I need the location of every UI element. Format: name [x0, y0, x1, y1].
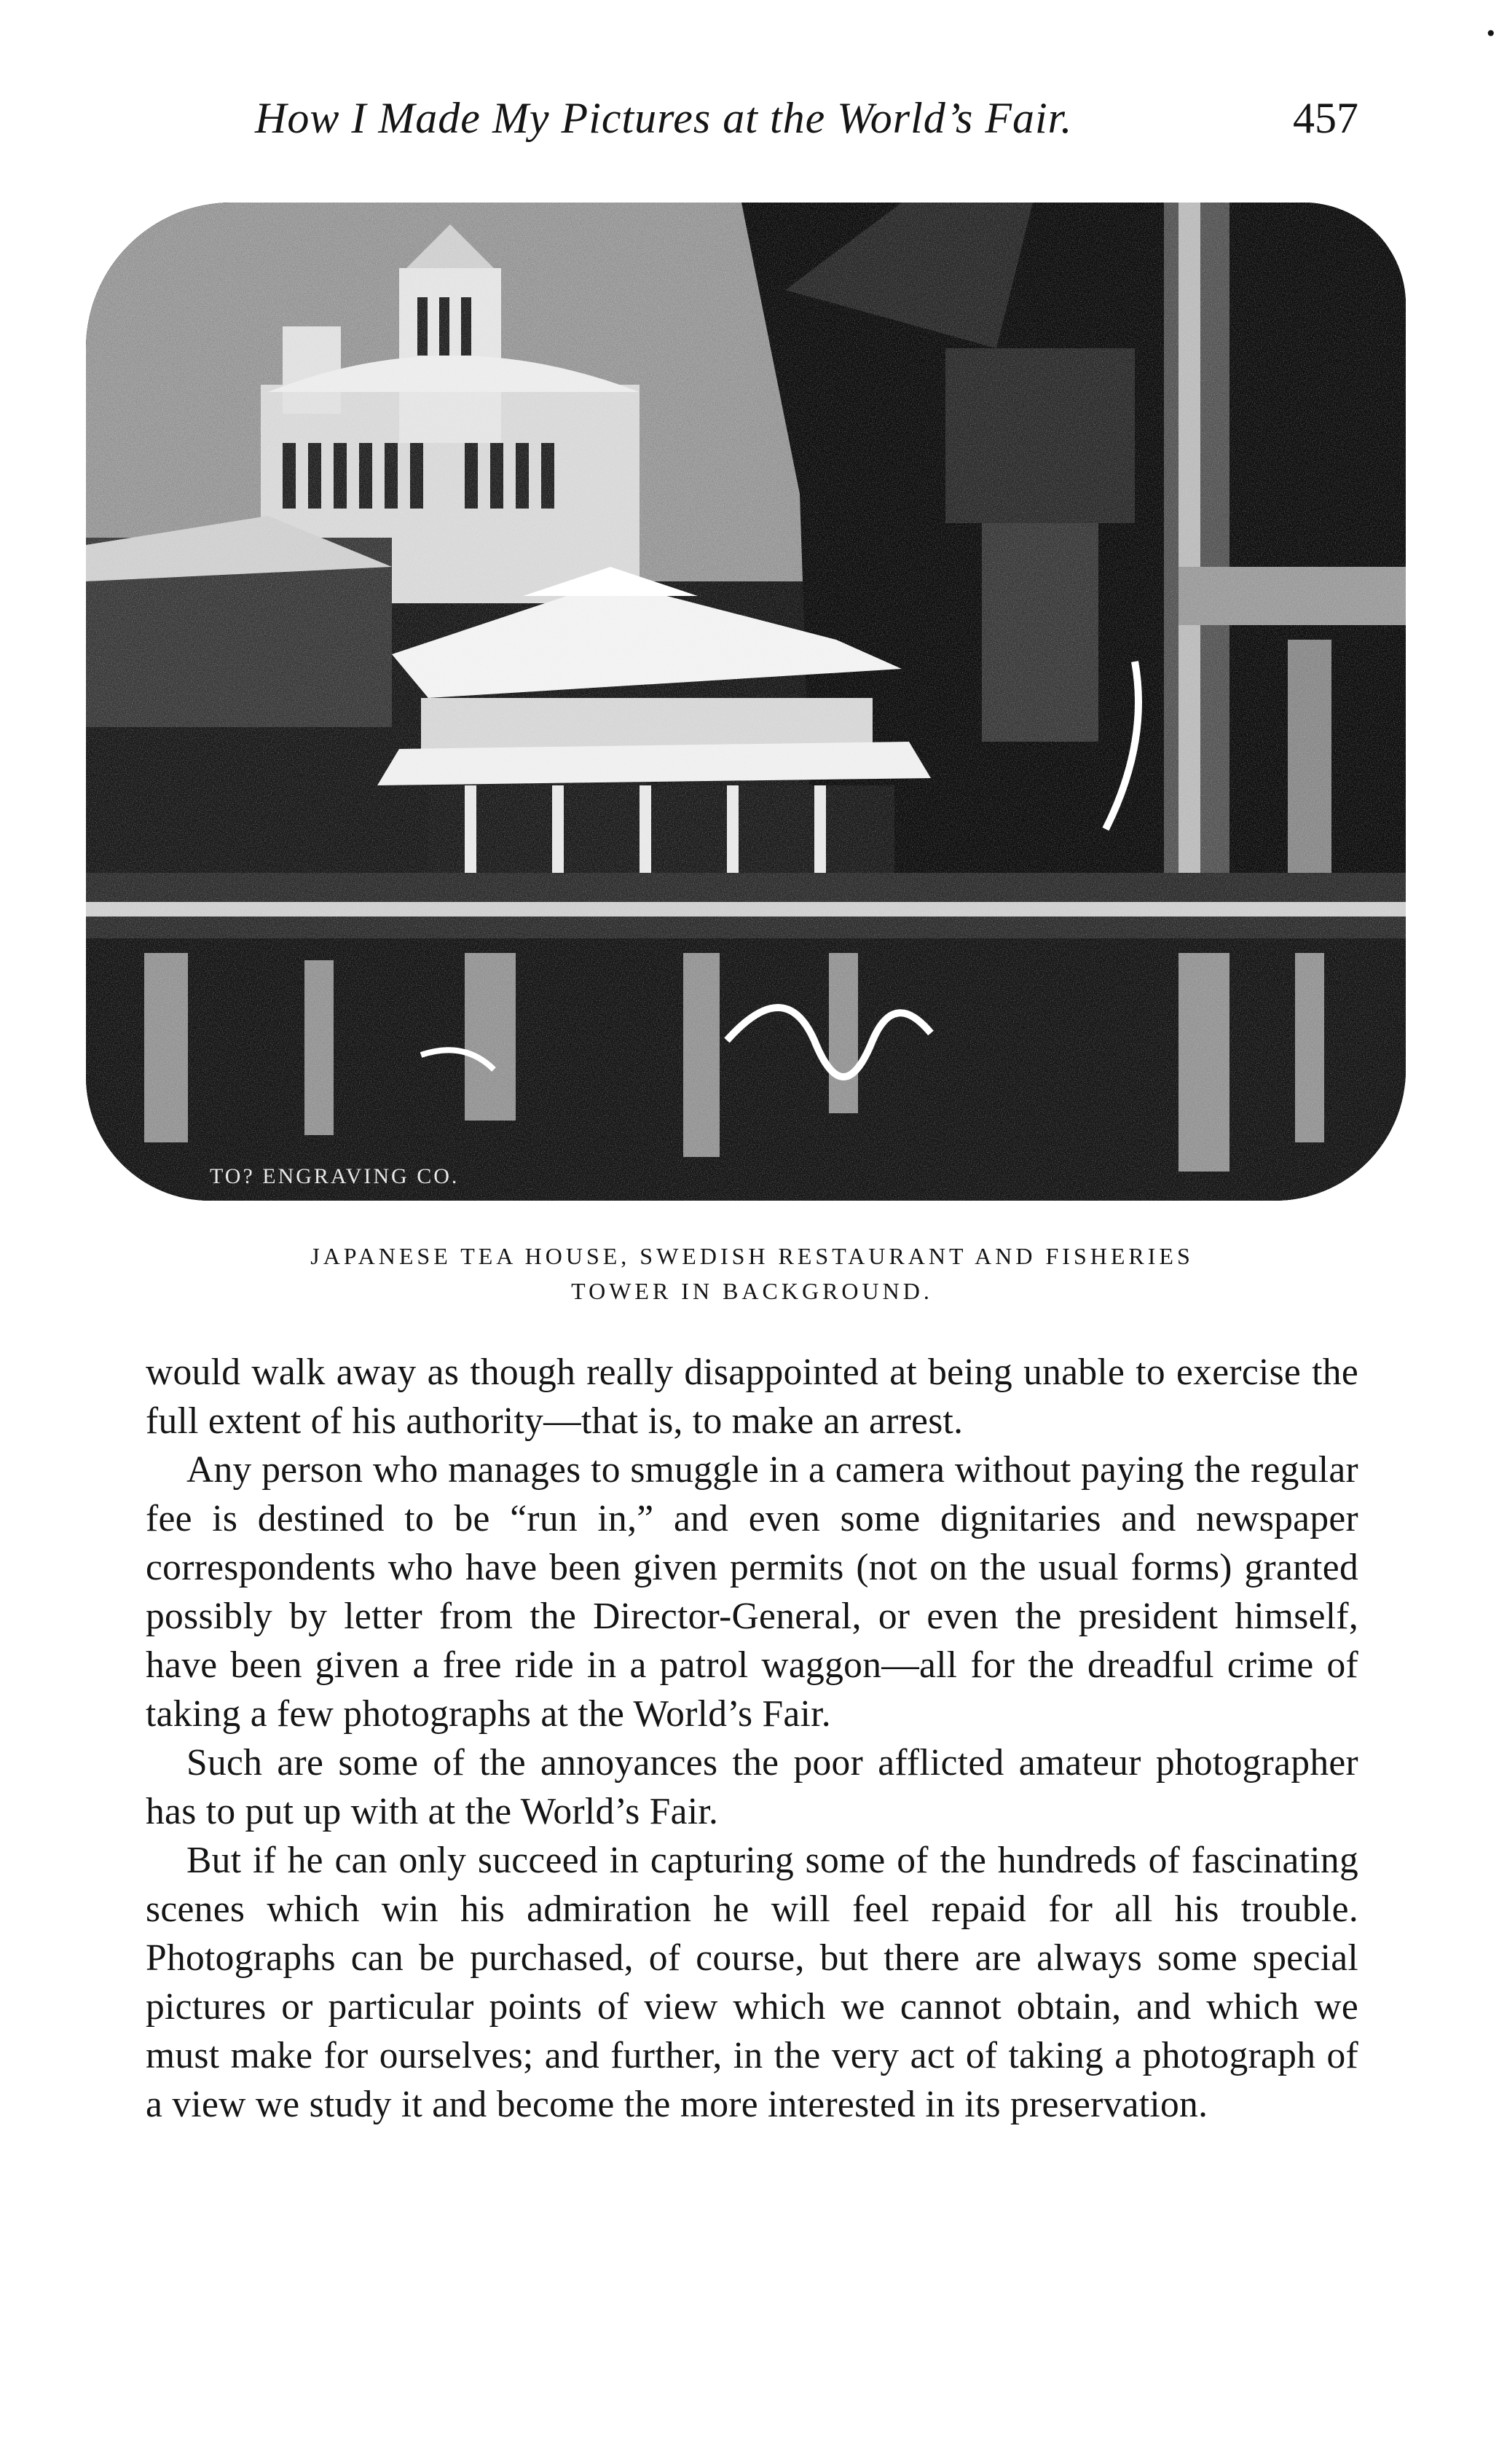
corner-mark: • — [1484, 22, 1497, 46]
paragraph: Such are some of the annoyances the poor afflicted amateur photographer has to put up with at the World’s Fair. — [146, 1742, 1358, 1832]
caption-line-1: JAPANESE TEA HOUSE, SWEDISH RESTAURANT AND FISHERIES — [310, 1243, 1194, 1269]
article-body — [146, 1348, 1358, 2129]
engraver-credit: TO? ENGRAVING CO. — [210, 1164, 460, 1188]
tea-house-scene — [86, 203, 1406, 1201]
figure-caption — [146, 1239, 1358, 1308]
running-header — [146, 93, 1358, 159]
caption-line-2: TOWER IN BACKGROUND. — [571, 1278, 933, 1304]
halftone-photograph — [86, 203, 1406, 1201]
paragraph: would walk away as though really disappointed at being unable to exercise the full extent of his authority—that is, to make an arrest. — [146, 1351, 1358, 1442]
paragraph: Any person who manages to smuggle in a camera without paying the regular fee is destined to be “run in,” and even some dignitaries and newspaper correspondents who have been given permits (not on the usual forms) granted possibly by letter from the Director-General, or even the president himself, have been given a free ride in a patrol waggon—all for the dreadful crime of taking a few photographs at the World’s Fair. — [146, 1449, 1358, 1735]
paragraph: But if he can only succeed in capturing some of the hundreds of fascinating scenes which win his admiration he will feel repaid for all his trouble. Photographs can be purchased, of course, but there are always some special pictures or particular points of view which we cannot obtain, and which we must make for ourselves; and further, in the very act of taking a photograph of a view we study it and become the more interested in its preservation. — [146, 1840, 1358, 2125]
page-number: 457 — [1293, 94, 1358, 142]
running-title: How I Made My Pictures at the World’s Fair. — [255, 94, 1073, 142]
